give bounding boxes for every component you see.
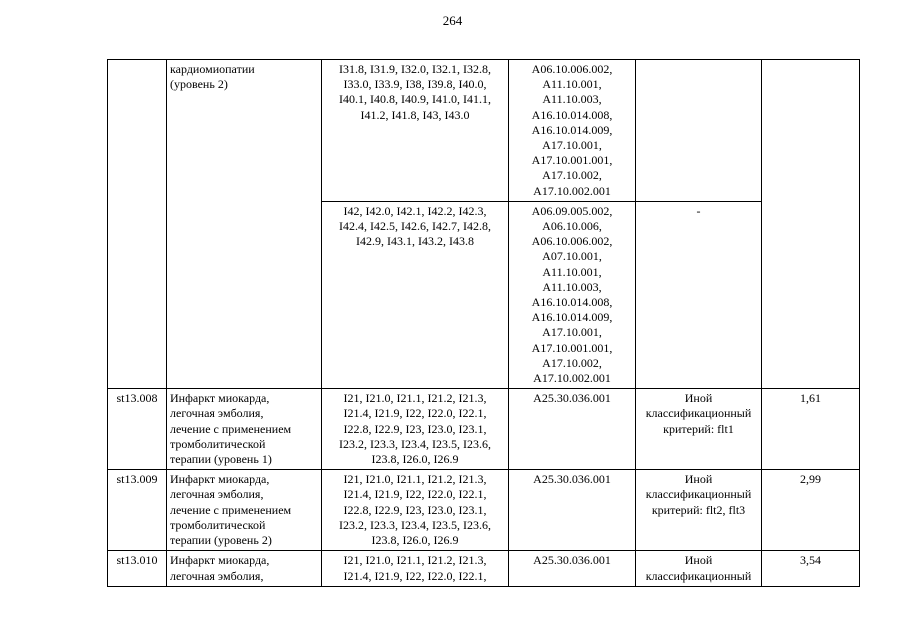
cell-name: Инфаркт миокарда, легочная эмболия,: [167, 551, 322, 586]
cell-icd: I21, I21.0, I21.1, I21.2, I21.3, I21.4, I21.9, I22, I22.0, I22.1,: [322, 551, 509, 586]
cell-criteria: Иной классификационный: [636, 551, 762, 586]
cell-icd: I42, I42.0, I42.1, I42.2, I42.3, I42.4, I42.5, I42.6, I42.7, I42.8, I42.9, I43.1, I43.2, I43.8: [322, 201, 509, 388]
page-number: 264: [442, 13, 463, 28]
table-row: [108, 551, 860, 586]
cell-services: A25.30.036.001: [509, 551, 636, 586]
cell-icd: I21, I21.0, I21.1, I21.2, I21.3, I21.4, I21.9, I22, I22.0, I22.1, I22.8, I22.9, I23, I23.0, I23.1, I23.2, I23.3, I23.4, I23.5, I23.6, I23.8, I26.0, I26.9: [322, 470, 509, 551]
cell-coef: 3,54: [762, 551, 860, 586]
table-row: [108, 60, 860, 202]
cell-services: A25.30.036.001: [509, 470, 636, 551]
cell-services: A06.09.005.002, A06.10.006, A06.10.006.002, A07.10.001, A11.10.001, A11.10.003, A16.10.014.008, A16.10.014.009, A17.10.001, A17.10.001.001, A17.10.002, A17.10.002.001: [509, 201, 636, 388]
cell-name: Инфаркт миокарда, легочная эмболия, лечение с применением тромболитической терапии (уровень 2): [167, 470, 322, 551]
cell-code: st13.010: [108, 551, 167, 586]
cell-code: st13.009: [108, 470, 167, 551]
cell-name: Инфаркт миокарда, легочная эмболия, лечение с применением тромболитической терапии (уровень 1): [167, 389, 322, 470]
table-row: [108, 470, 860, 551]
cell-coef: 1,61: [762, 389, 860, 470]
cell-icd: I31.8, I31.9, I32.0, I32.1, I32.8, I33.0, I33.9, I38, I39.8, I40.0, I40.1, I40.8, I40.9, I41.0, I41.1, I41.2, I41.8, I43, I43.0: [322, 60, 509, 202]
cell-coef: [762, 60, 860, 389]
cell-code: st13.008: [108, 389, 167, 470]
ksg-table: [107, 59, 860, 587]
cell-services: A06.10.006.002, A11.10.001, A11.10.003, A16.10.014.008, A16.10.014.009, A17.10.001, A17.10.001.001, A17.10.002, A17.10.002.001: [509, 60, 636, 202]
cell-criteria: -: [636, 201, 762, 388]
cell-icd: I21, I21.0, I21.1, I21.2, I21.3, I21.4, I21.9, I22, I22.0, I22.1, I22.8, I22.9, I23, I23.0, I23.1, I23.2, I23.3, I23.4, I23.5, I23.6, I23.8, I26.0, I26.9: [322, 389, 509, 470]
cell-name: кардиомиопатии (уровень 2): [167, 60, 322, 389]
cell-code: [108, 60, 167, 389]
cell-services: A25.30.036.001: [509, 389, 636, 470]
cell-criteria: Иной классификационный критерий: flt1: [636, 389, 762, 470]
cell-criteria: Иной классификационный критерий: flt2, flt3: [636, 470, 762, 551]
cell-coef: 2,99: [762, 470, 860, 551]
table-row: [108, 389, 860, 470]
cell-criteria: [636, 60, 762, 202]
